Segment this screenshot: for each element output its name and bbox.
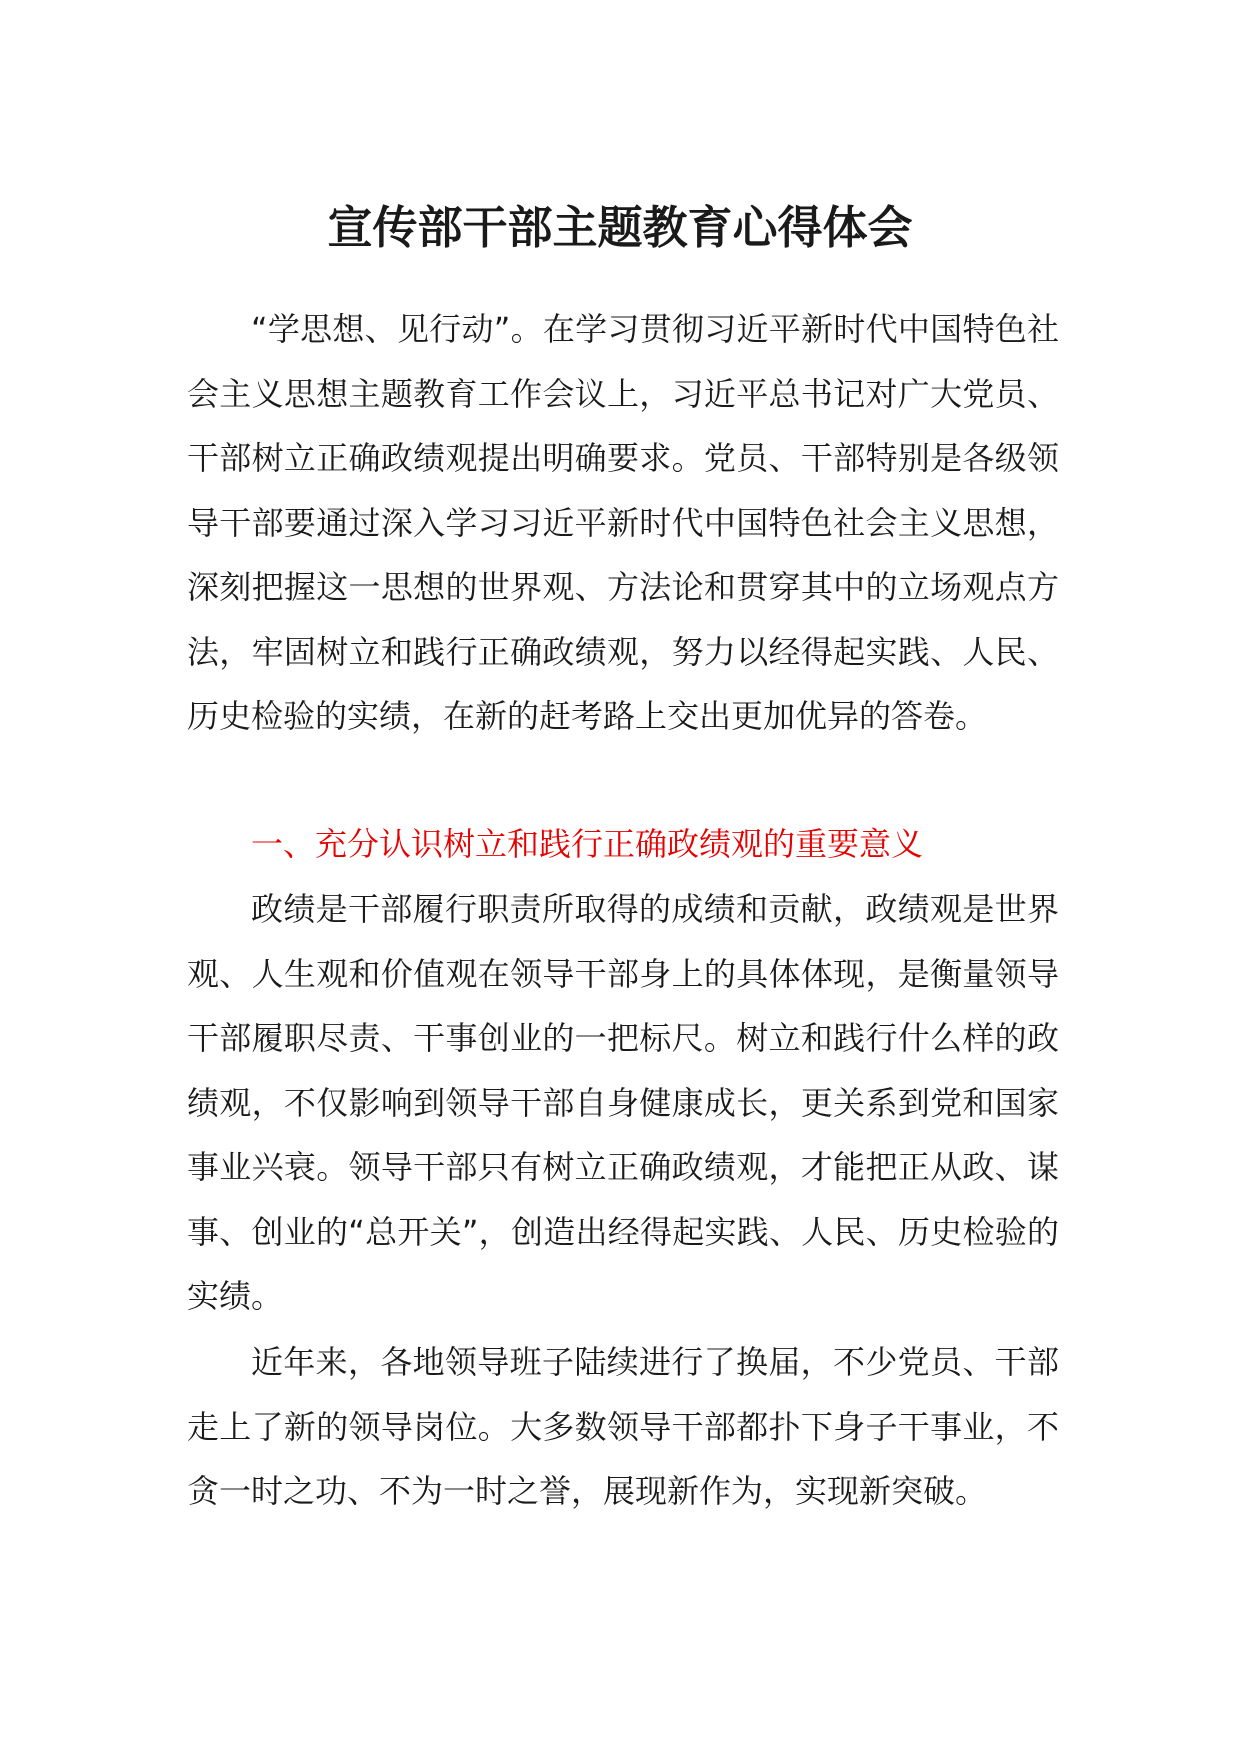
paragraph-recent-years: 近年来，各地领导班子陆续进行了换届，不少党员、干部走上了新的领导岗位。大多数领导干部都扑下身子干事业，不贪一时之功、不为一时之誉，展现新作为，实现新突破。 — [187, 1343, 1059, 1510]
section-heading: 一、充分认识树立和践行正确政绩观的重要意义 — [251, 825, 924, 863]
document-title: 宣传部干部主题教育心得体会 — [327, 201, 913, 254]
paragraph-intro: “学思想、见行动”。在学习贯彻习近平新时代中国特色社会主义思想主题教育工作会议上，习近平总书记对广大党员、干部树立正确政绩观提出明确要求。党员、干部特别是各级领导干部要通过深入学习习近平新时代中国特色社会主义思想，深刻把握这一思想的世界观、方法论和贯穿其中的立场观点方法，牢固树立和践行正确政绩观，努力以经得起实践、人民、历史检验的实绩，在新的赶考路上交出更加优异的答卷。 — [187, 310, 1059, 735]
paragraph-significance: 政绩是干部履行职责所取得的成绩和贡献，政绩观是世界观、人生观和价值观在领导干部身上的具体体现，是衡量领导干部履职尽责、干事创业的一把标尺。树立和践行什么样的政绩观，不仅影响到领导干部自身健康成长，更关系到党和国家事业兴衰。领导干部只有树立正确政绩观，才能把正从政、谋事、创业的“总开关”，创造出经得起实践、人民、历史检验的实绩。 — [187, 890, 1059, 1315]
